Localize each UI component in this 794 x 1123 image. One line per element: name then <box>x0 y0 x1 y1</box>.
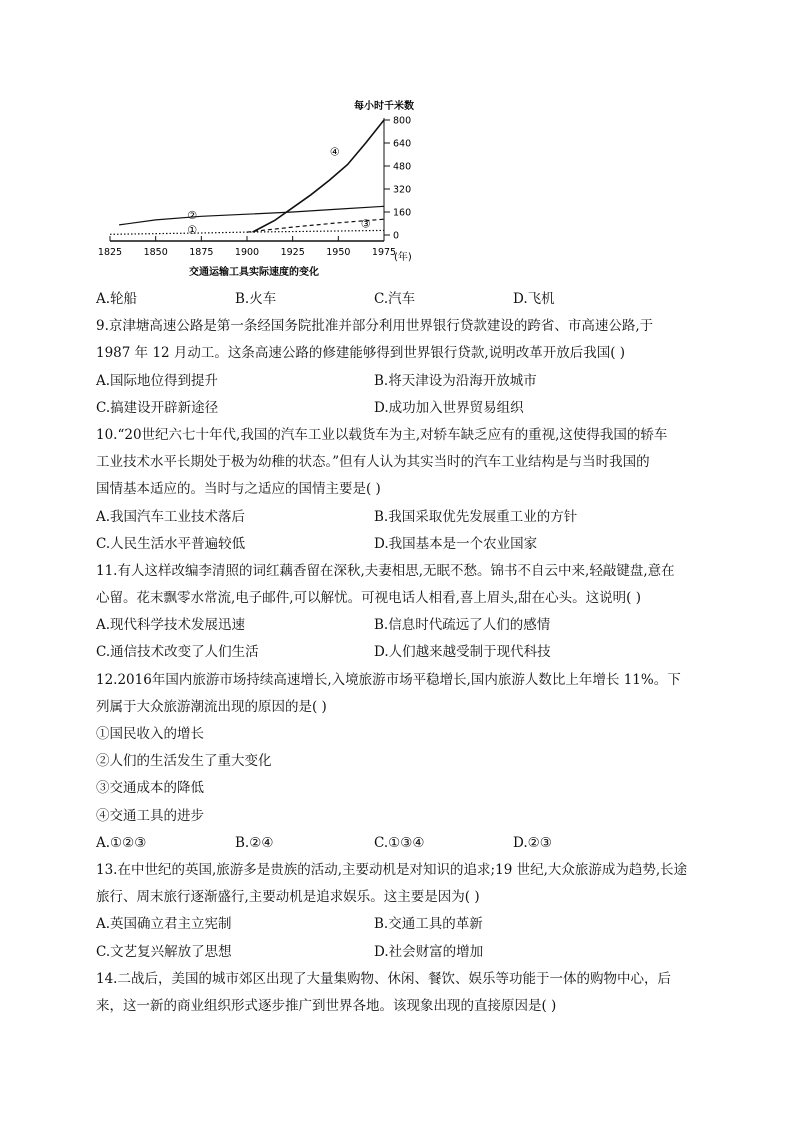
q12-options <box>96 830 696 857</box>
q11-options-row <box>96 612 696 639</box>
question-list <box>96 286 696 1020</box>
x-tick-label: 1900 <box>234 247 260 258</box>
option-c[interactable]: C.文艺复兴解放了思想 <box>96 943 232 960</box>
option-d[interactable]: D.飞机 <box>513 291 555 307</box>
q12-stem-line: 列属于大众旅游潮流出现的原因的是( ) <box>96 698 327 715</box>
q10-options-row <box>96 504 696 531</box>
option-d[interactable]: D.②③ <box>513 834 552 851</box>
q13-stem-line: 13.在中世纪的英国,旅游多是贵族的活动,主要动机是对知识的追求;19 世纪,大众旅游成为趋势,长途 <box>96 861 688 878</box>
q11-options-row <box>96 639 696 666</box>
q14-stem-line: 来，这一新的商业组织形式逐步推广到世界各地。该现象出现的直接原因是( ) <box>96 997 557 1014</box>
q12-stem-line: 12.2016年国内旅游市场持续高速增长,入境旅游市场平稳增长,国内旅游人数比上年增长 11%。下 <box>96 671 681 688</box>
chart-title: 交通运输工具实际速度的变化 <box>189 267 319 278</box>
option-d[interactable]: D.我国基本是一个农业国家 <box>374 535 538 552</box>
option-a[interactable]: A.现代科学技术发展迅速 <box>96 617 246 634</box>
option-d[interactable]: D.成功加入世界贸易组织 <box>374 399 524 416</box>
y-tick-label: 0 <box>393 230 400 242</box>
x-tick-label: 1825 <box>97 247 123 258</box>
q13-options-row <box>96 911 696 938</box>
option-a[interactable]: A.轮船 <box>96 291 138 307</box>
q12-item: ③交通成本的降低 <box>96 780 204 797</box>
speed-chart <box>96 92 426 282</box>
option-a[interactable]: A.①②③ <box>96 834 147 851</box>
x-tick-label: 1975 <box>371 247 397 258</box>
q10-stem-line: 国情基本适应的。当时与之适应的国情主要是( ) <box>96 481 381 498</box>
q11-stem-line: 11.有人这样改编李清照的词红藕香留在深秋,夫妻相思,无眠不愁。锦书不自云中来,轻敲键盘,意在 <box>96 562 675 579</box>
q9-stem-line: 9.京津塘高速公路是第一条经国务院批准并部分利用世界银行贷款建设的跨省、市高速公路,于 <box>96 318 654 335</box>
series-label: ② <box>187 208 198 222</box>
y-axis-title: 每小时千米数 <box>354 101 414 112</box>
option-b[interactable]: B.②④ <box>235 834 274 851</box>
option-b[interactable]: B.火车 <box>235 291 277 307</box>
option-c[interactable]: C.①③④ <box>374 834 425 851</box>
q12-item: ①国民收入的增长 <box>96 726 204 742</box>
speed-chart-svg <box>96 92 426 282</box>
option-c[interactable]: C.人民生活水平普遍较低 <box>96 535 246 552</box>
option-b[interactable]: B.信息时代疏远了人们的感情 <box>374 617 551 634</box>
x-tick-label: 1925 <box>280 247 305 258</box>
q12-item: ④交通工具的进步 <box>96 807 204 824</box>
q13-stem-line: 旅行、周末旅行逐渐盛行,主要动机是追求娱乐。这主要是因为( ) <box>96 889 480 906</box>
x-axis-unit: (年) <box>394 252 412 263</box>
option-a[interactable]: A.我国汽车工业技术落后 <box>96 508 246 525</box>
x-tick-label: 1950 <box>326 247 351 258</box>
x-tick-label: 1850 <box>143 247 168 258</box>
option-b[interactable]: B.我国采取优先发展重工业的方针 <box>374 508 578 525</box>
series-line-④ <box>253 120 385 232</box>
q8-options <box>96 286 696 313</box>
q10-options-row <box>96 531 696 558</box>
option-c[interactable]: C.汽车 <box>374 291 416 307</box>
y-tick-label: 480 <box>393 161 412 173</box>
y-tick-label: 640 <box>393 138 412 150</box>
series-label: ④ <box>329 145 340 159</box>
y-tick-label: 320 <box>393 184 412 196</box>
q9-stem-line: 1987 年 12 月动工。这条高速公路的修建能够得到世界银行贷款,说明改革开放后我国( ) <box>96 345 626 362</box>
q10-stem-line: 工业技术水平长期处于极为幼稚的状态。”但有人认为其实当时的汽车工业结构是与当时我国的 <box>96 454 650 471</box>
option-c[interactable]: C.通信技术改变了人们生活 <box>96 644 259 661</box>
series-label: ③ <box>360 217 371 231</box>
x-tick-label: 1875 <box>189 247 214 258</box>
option-b[interactable]: B.将天津设为沿海开放城市 <box>374 372 537 389</box>
option-b[interactable]: B.交通工具的革新 <box>374 916 483 933</box>
series-line-② <box>119 206 384 225</box>
option-d[interactable]: D.社会财富的增加 <box>374 943 484 960</box>
option-c[interactable]: C.搞建设开辟新途径 <box>96 399 219 416</box>
q9-options-row <box>96 368 696 395</box>
y-tick-label: 800 <box>393 115 412 127</box>
q14-stem-line: 14.二战后，美国的城市郊区出现了大量集购物、休闲、餐饮、娱乐等功能于一体的购物中心，后 <box>96 970 671 987</box>
option-a[interactable]: A.英国确立君主立宪制 <box>96 916 232 933</box>
q9-options-row <box>96 395 696 422</box>
q13-options-row <box>96 939 696 966</box>
option-a[interactable]: A.国际地位得到提升 <box>96 372 219 389</box>
series-line-① <box>110 230 384 234</box>
q10-stem-line: 10.“20世纪六七十年代,我国的汽车工业以载货车为主,对轿车缺乏应有的重视,这使得我国的轿车 <box>96 426 668 443</box>
option-d[interactable]: D.人们越来越受制于现代科技 <box>374 644 551 661</box>
y-tick-label: 160 <box>393 207 412 219</box>
q12-item: ②人们的生活发生了重大变化 <box>96 753 272 770</box>
series-label: ① <box>187 223 198 237</box>
q11-stem-line: 心留。花末飘零水常流,电子邮件,可以解忧。可视电话人相看,喜上眉头,甜在心头。这说明( ) <box>96 590 641 607</box>
